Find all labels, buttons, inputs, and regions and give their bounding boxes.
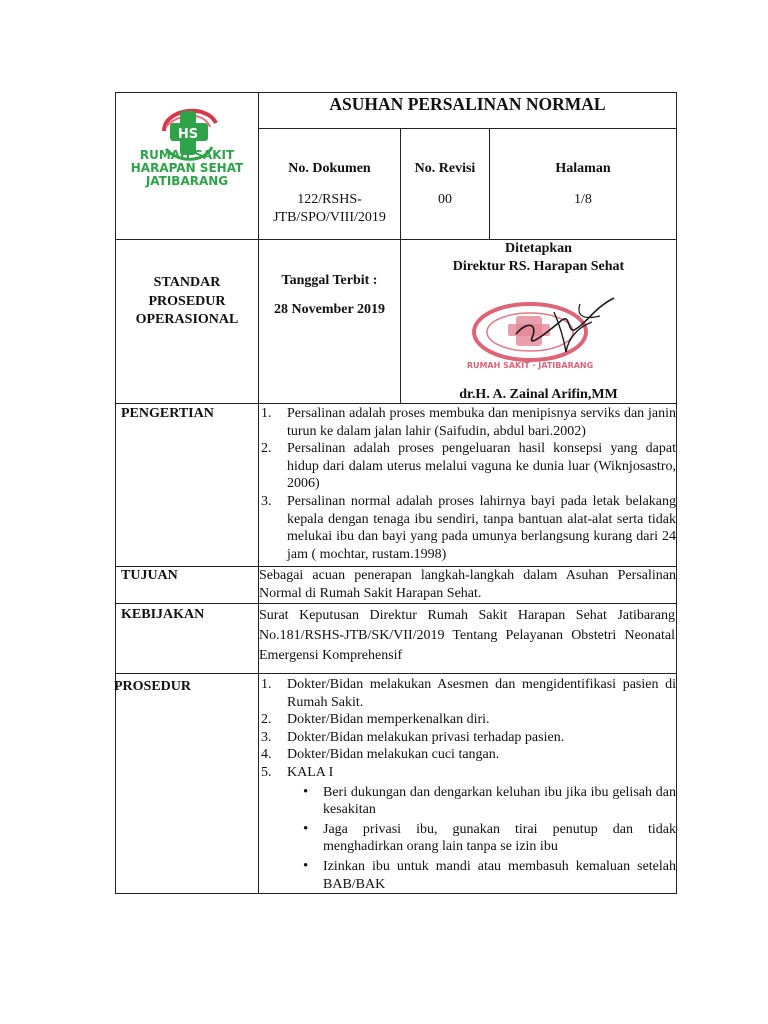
list-item — [259, 493, 676, 563]
list-number: 5. — [261, 764, 272, 780]
prosedur-label: PROSEDUR — [114, 679, 192, 694]
list-text: Dokter/Bidan melakukan cuci tangan. — [287, 747, 500, 763]
prosedur-list — [259, 676, 676, 782]
document-title: ASUHAN PERSALINAN NORMAL — [329, 94, 606, 114]
bullet-item: • Beri dukungan dan dengarkan keluhan ibu jika ibu gelisah dan kesakitan — [299, 784, 676, 819]
tujuan-text: Sebagai acuan penerapan langkah-langkah dalam Asuhan Persalinan Normal di Rumah Sakit Harapan Sehat. — [259, 568, 676, 601]
list-number: 3. — [261, 729, 272, 745]
kebijakan-text: Surat Keputusan Direktur Rumah Sakit Harapan Sehat Jatibarang No.181/RSHS-JTB/SK/VII/2019 Tentang Pelayanan Obstetri Neonatal Emergensi Komprehensif — [259, 608, 675, 663]
list-number: 2. — [261, 441, 272, 457]
no-dokumen-value-line-2: JTB/SPO/VIII/2019 — [273, 210, 386, 225]
hospital-name — [116, 149, 258, 188]
logo-letters: HS — [177, 127, 199, 142]
kebijakan-row-divider — [115, 673, 677, 674]
list-text: Dokter/Bidan melakukan privasi terhadap pasien. — [287, 729, 565, 745]
list-item — [259, 729, 676, 747]
table-right-border — [676, 92, 677, 894]
bullet-item: • Jaga privasi ibu, gunakan tirai penutup dan tidak menghadirkan orang lain tanpa se izin ibu — [299, 821, 676, 856]
sop-label-line-3: OPERASIONAL — [135, 312, 239, 327]
kala-1-bullet-list — [299, 784, 676, 894]
no-revisi-value: 00 — [438, 192, 452, 207]
bullet-item: • Izinkan ibu untuk mandi atau membasuh kemaluan setelah BAB/BAK — [299, 858, 676, 893]
list-number: 1. — [261, 406, 272, 421]
list-number: 4. — [261, 747, 272, 763]
direktur-label: Direktur RS. Harapan Sehat — [452, 259, 625, 274]
tujuan-label: TUJUAN — [121, 568, 178, 583]
hospital-name-line-2: HARAPAN SEHAT — [130, 161, 244, 175]
list-text: Persalinan adalah proses membuka dan menipisnya serviks dan janin turun ke dalam jalan lahir (Saifudin, abdul bari.2002) — [287, 406, 676, 439]
pengertian-list — [259, 405, 676, 563]
list-item — [259, 405, 676, 440]
list-text: Dokter/Bidan memperkenalkan diri. — [287, 712, 490, 728]
stamp-text: RUMAH SAKIT · JATIBARANG — [466, 361, 594, 370]
signature-icon — [510, 290, 620, 360]
pengertian-label: PENGERTIAN — [121, 406, 214, 421]
sop-label — [116, 274, 258, 330]
signer-name: dr.H. A. Zainal Arifin,MM — [459, 387, 618, 402]
no-dokumen-label: No. Dokumen — [288, 161, 371, 176]
list-text: Persalinan adalah proses pengeluaran hasil konsepsi yang dapat hidup dari dalam uterus melalui vaguna ke dunia luar (Wiknjosastro, 2006) — [287, 441, 676, 492]
sop-label-line-2: PROSEDUR — [148, 293, 226, 309]
list-number: 3. — [261, 493, 272, 509]
no-dokumen-cell — [259, 160, 400, 227]
halaman-label: Halaman — [555, 161, 611, 176]
list-item — [259, 676, 676, 711]
list-text: KALA I — [287, 764, 334, 780]
list-text: Dokter/Bidan melakukan Asesmen dan mengidentifikasi pasien di Rumah Sakit. — [287, 677, 676, 710]
halaman-value: 1/8 — [574, 192, 592, 207]
pengertian-content — [259, 405, 676, 563]
tanggal-terbit-cell — [259, 272, 400, 319]
kebijakan-label: KEBIJAKAN — [121, 607, 205, 622]
hospital-name-line-1: RUMAH SAKIT — [139, 148, 235, 162]
hospital-name-line-3: JATIBARANG — [145, 174, 229, 188]
list-item — [259, 440, 676, 493]
list-text: Persalinan normal adalah proses lahirnya bayi pada letak belakang kepala dengan tenaga ibu sendiri, tanpa bantuan alat-alat serta tidak melukai ibu dan bayi yang pada umunya berlangsung kurang dari 24 jam ( mochtar, rustam.1998) — [287, 493, 676, 562]
prosedur-content — [259, 676, 676, 893]
ditetapkan-label: Ditetapkan — [505, 241, 572, 256]
tanggal-terbit-value: 28 November 2019 — [274, 302, 385, 317]
no-dokumen-value-line-1: 122/RSHS- — [297, 192, 362, 207]
tujuan-row-divider — [115, 603, 677, 604]
sop-label-line-1: STANDAR — [153, 275, 221, 290]
title-row-bottom-border — [258, 128, 677, 129]
list-item — [259, 764, 676, 782]
table-bottom-border — [115, 893, 677, 894]
list-number: 1. — [261, 677, 272, 692]
list-item — [259, 746, 676, 764]
halaman-cell — [490, 160, 676, 209]
tanggal-terbit-label: Tanggal Terbit : — [281, 273, 378, 288]
list-item — [259, 711, 676, 729]
no-revisi-label: No. Revisi — [414, 161, 476, 176]
list-number: 2. — [261, 712, 272, 728]
no-revisi-cell — [401, 160, 489, 209]
ditetapkan-cell — [401, 240, 676, 276]
hospital-logo-cell — [116, 93, 258, 239]
